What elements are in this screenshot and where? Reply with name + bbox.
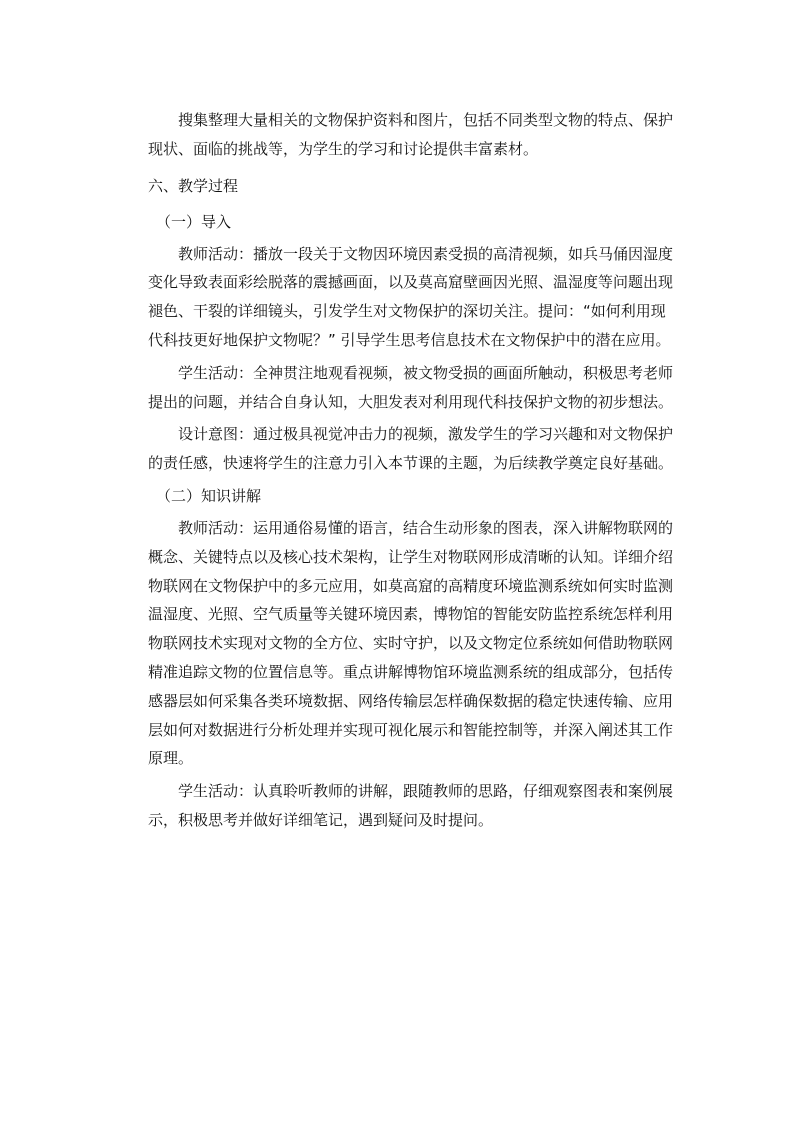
knowledge-teacher-activity-paragraph [118,514,678,773]
text-line: 层如何对数据进行分析处理并实现可视化展示和智能控制等，并深入阐述其工作 [148,720,674,739]
intro-teacher-activity-paragraph [118,240,678,355]
intro-student-activity-paragraph [118,359,678,417]
subsection-heading-knowledge-explanation: （二）知识讲解 [156,486,262,505]
text-line: 搜集整理大量相关的文物保护资料和图片，包括不同类型文物的特点、保护 [178,111,674,129]
intro-design-intent-paragraph [118,420,678,478]
text-line: 温湿度、光照、空气质量等关键环境因素，博物馆的智能安防监控系统怎样利用 [148,605,674,624]
text-line: 学生活动：全神贯注地观看视频，被文物受损的画面所触动，积极思考老师 [178,363,674,382]
knowledge-student-activity-paragraph [118,777,678,835]
document-body [118,106,678,835]
text-line: 现状、面临的挑战等，为学生的学习和讨论提供丰富素材。 [148,139,539,158]
text-line: 物联网在文物保护中的多元应用，如莫高窟的高精度环境监测系统如何实时监测 [148,576,674,595]
text-line: 褪色、干裂的详细镜头，引发学生对文物保护的深切关注。提问：“如何利用现 [148,302,666,321]
text-line: 概念、关键特点以及核心技术架构，让学生对物联网形成清晰的认知。详细介绍 [148,547,674,566]
text-line: 的责任感，快速将学生的注意力引入本节课的主题，为后续教学奠定良好基础。 [148,454,674,473]
text-line: 原理。 [148,749,194,768]
text-line: 教师活动：运用通俗易懂的语言，结合生动形象的图表，深入讲解物联网的 [178,518,674,537]
text-line: 设计意图：通过极具视觉冲击力的视频，激发学生的学习兴趣和对文物保护 [178,425,674,444]
subsection-heading-introduction: （一）导入 [156,212,232,231]
text-line: 学生活动：认真聆听教师的讲解，跟随教师的思路，仔细观察图表和案例展 [178,782,674,801]
text-line: 精准追踪文物的位置信息等。重点讲解博物馆环境监测系统的组成部分，包括传 [148,662,674,681]
text-line: 教师活动：播放一段关于文物因环境因素受损的高清视频，如兵马俑因湿度 [178,244,674,263]
section-heading-teaching-process: 六、教学过程 [148,176,239,195]
text-line: 物联网技术实现对文物的全方位、实时守护，以及文物定位系统如何借助物联网 [148,634,674,653]
text-line: 变化导致表面彩绘脱落的震撼画面，以及莫高窟壁画因光照、温湿度等问题出现 [148,273,674,292]
materials-paragraph [118,106,678,164]
text-line: 感器层如何采集各类环境数据、网络传输层怎样确保数据的稳定快速传输、应用 [148,691,674,710]
text-line: 代科技更好地保护文物呢？” 引导学生思考信息技术在文物保护中的潜在应用。 [148,330,671,349]
text-line: 提出的问题，并结合自身认知，大胆发表对利用现代科技保护文物的初步想法。 [148,392,674,411]
text-line: 示，积极思考并做好详细笔记，遇到疑问及时提问。 [148,810,494,829]
